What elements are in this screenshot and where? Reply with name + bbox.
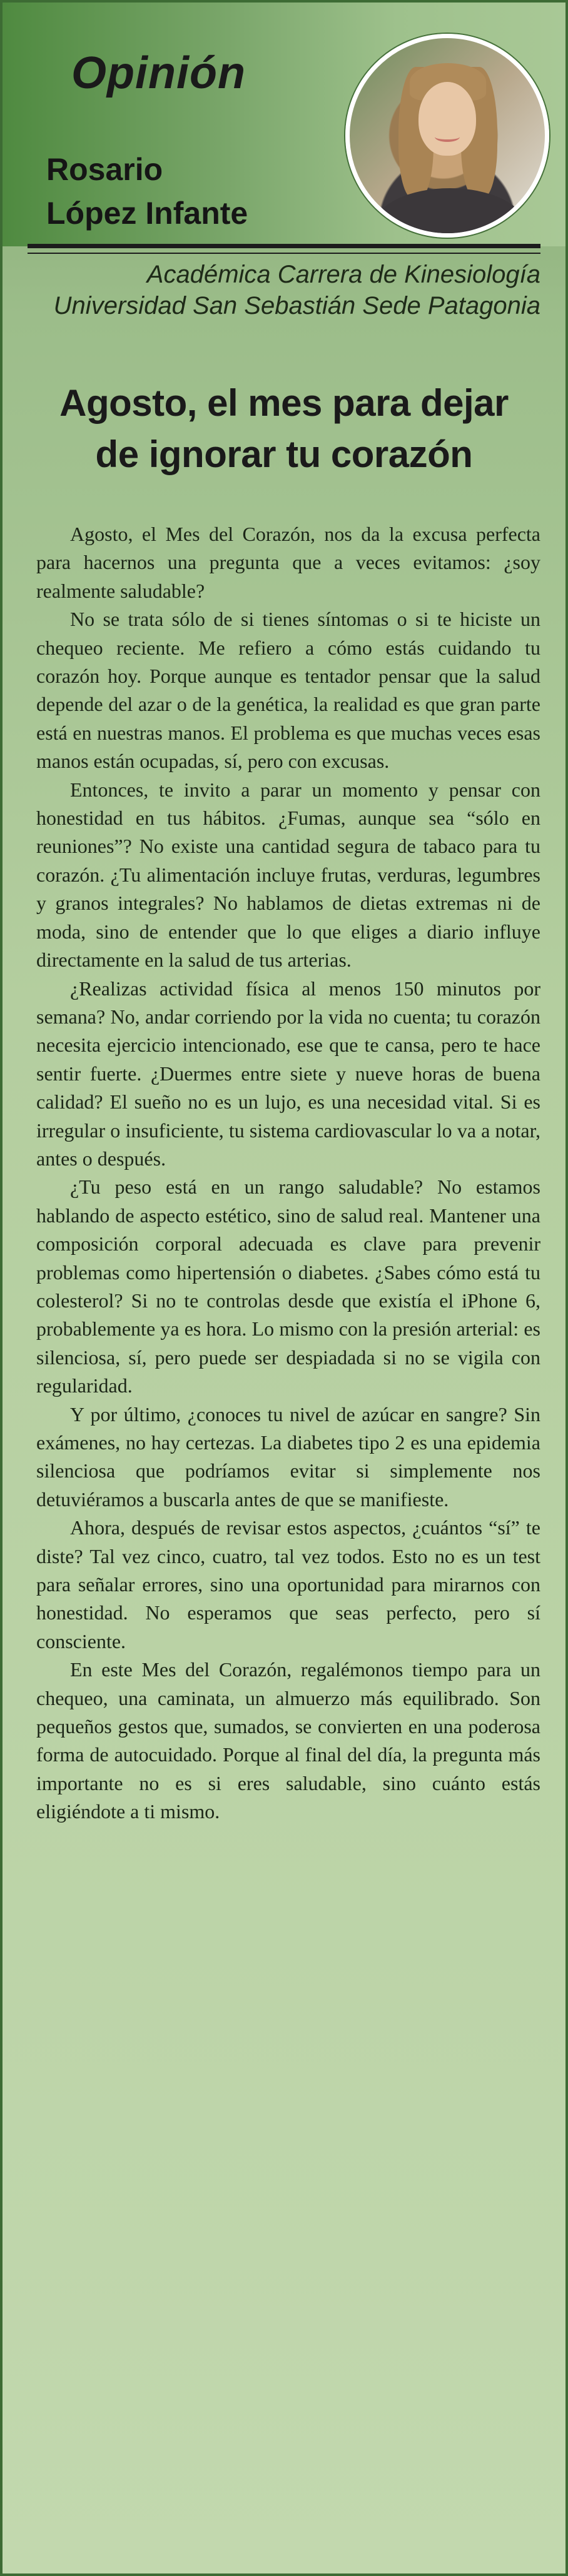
author-name <box>46 148 248 235</box>
article-paragraph: Ahora, después de revisar estos aspectos, ¿cuántos “sí” te diste? Tal vez cinco, cuatro, tal vez todos. Esto no es un test para señalar errores, sino una oportunidad para mirarnos con honestidad. No esperamos que seas perfecto, pero sí consciente. <box>36 1516 540 1653</box>
header-divider-thin <box>28 253 540 254</box>
article-body <box>36 520 540 1826</box>
author-photo <box>345 34 549 238</box>
article-title-line-1: Agosto, el mes para dejar <box>59 382 509 424</box>
article-paragraph: Agosto, el Mes del Corazón, nos da la excusa perfecta para hacernos una pregunta que a veces evitamos: ¿soy realmente saludable? <box>36 523 540 602</box>
affiliation-role: Académica Carrera de Kinesiología <box>146 261 540 288</box>
author-last-name: López Infante <box>46 196 248 231</box>
article-paragraph: No se trata sólo de si tienes síntomas o si te hiciste un chequeo reciente. Me refiero a cómo estás cuidando tu corazón hoy. Porque aunque es tentador pensar que la salud depende del azar o de la genética, la realidad es que gran parte está en nuestras manos. El problema es que muchas veces esas manos están ocupadas, sí, pero con excusas. <box>36 608 540 773</box>
author-affiliation <box>28 259 540 321</box>
header-divider-thick <box>28 244 540 248</box>
article-title-line-2: de ignorar tu corazón <box>95 433 473 475</box>
author-first-name: Rosario <box>46 152 163 187</box>
article-title <box>28 378 540 480</box>
article-paragraph: En este Mes del Corazón, regalémonos tiempo para un chequeo, una caminata, un almuerzo más equilibrado. Son pequeños gestos que, sumados, se convierten en una poderosa forma de autocuidado. Porque al final del día, la pregunta más importante no es si eres saludable, sino cuánto estás eligiéndote a ti mismo. <box>36 1658 540 1823</box>
article-paragraph: ¿Tu peso está en un rango saludable? No estamos hablando de aspecto estético, sino de salud real. Mantener una composición corporal adecuada es clave para prevenir problemas como hipertensión o diabetes. ¿Sabes cómo está tu colesterol? Si no te controlas desde que existía el iPhone 6, probablemente ya es hora. Lo mismo con la presión arterial: es silenciosa, sí, pero puede ser despiadada si no se vigila con regularidad. <box>36 1175 540 1397</box>
article-paragraph: Y por último, ¿conoces tu nivel de azúcar en sangre? Sin exámenes, no hay certezas. La diabetes tipo 2 es una epidemia silenciosa que podríamos evitar si simplemente nos detuviéramos a buscarla antes de que se manifieste. <box>36 1402 540 1511</box>
section-label: Opinión <box>71 48 246 98</box>
affiliation-institution: Universidad San Sebastián Sede Patagonia <box>53 292 540 319</box>
article-paragraph: Entonces, te invito a parar un momento y pensar con honestidad en tus hábitos. ¿Fumas, aunque sea “sólo en reuniones”? No existe una cantidad segura de tabaco para tu corazón. ¿Tu alimentación incluye frutas, verduras, legumbres y granos integrales? No hablamos de dietas extremas ni de moda, sino de entender que lo que eliges a diario influye directamente en la salud de tus arterias. <box>36 778 540 972</box>
article-paragraph: ¿Realizas actividad física al menos 150 minutos por semana? No, andar corriendo por la vida no cuenta; tu corazón necesita ejercicio intencionado, ese que te cansa, pero te hace sentir fuerte. ¿Duermes entre siete y nueve horas de buena calidad? El sueño no es un lujo, es una necesidad vital. Si es irregular o insuficiente, tu sistema cardiovascular lo va a notar, antes o después. <box>36 977 540 1170</box>
